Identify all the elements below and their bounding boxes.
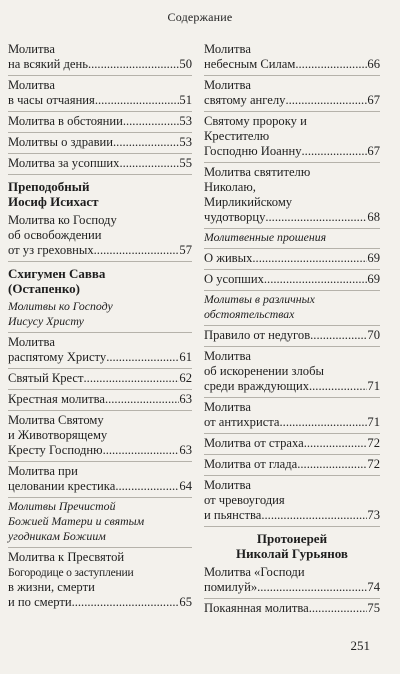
section-subheading	[204, 229, 380, 249]
entry-title: от чревоугодия	[204, 493, 285, 507]
entry-title: чудотворцу	[204, 210, 266, 224]
entry-title: О живых	[204, 251, 253, 265]
entry-title: на всякий день	[8, 57, 88, 71]
toc-entry[interactable]	[8, 76, 192, 112]
section-subheading	[8, 298, 192, 333]
subheading-line: Молитвы Пречистой	[8, 499, 116, 513]
entry-title: Молитва	[8, 78, 55, 92]
toc-entry[interactable]	[204, 163, 380, 229]
page-ref: 71	[367, 379, 380, 393]
author-line: Иосиф Исихаст	[8, 194, 99, 209]
entry-title: Богородице о заступлении	[8, 566, 134, 579]
page-ref: 53	[179, 135, 192, 149]
entry-title: целовании крестика	[8, 479, 116, 493]
entry-title: Молитва при	[8, 464, 78, 478]
page-ref: 53	[179, 114, 192, 128]
page-ref: 70	[367, 328, 380, 342]
entry-title: Крестителю	[204, 129, 270, 143]
entry-title: Святый Крест	[8, 371, 84, 385]
page-ref: 74	[367, 580, 380, 594]
toc-entry[interactable]	[8, 112, 192, 133]
toc-entry[interactable]	[204, 270, 380, 291]
page-ref: 73	[367, 508, 380, 522]
page-ref: 63	[179, 392, 192, 406]
author-heading	[8, 175, 192, 211]
entry-title: О усопших	[204, 272, 264, 286]
subheading-line: Иисусу Христу	[8, 314, 84, 328]
entry-title: Правило от недугов	[204, 328, 311, 342]
toc-entry[interactable]	[204, 76, 380, 112]
entry-title: небесным Силам	[204, 57, 296, 71]
entry-title: Николаю,	[204, 180, 256, 194]
toc-entry[interactable]	[8, 40, 192, 76]
entry-title: Крестная молитва	[8, 392, 105, 406]
entry-title: Святому пророку и	[204, 114, 307, 128]
entry-title: и по смерти	[8, 595, 72, 609]
author-line: (Остапенко)	[8, 281, 80, 296]
entry-title: в жизни, смерти	[8, 580, 95, 594]
entry-title: Молитва от глада	[204, 457, 298, 471]
toc-entry[interactable]	[8, 462, 192, 498]
entry-title: Молитвы о здравии	[8, 135, 114, 149]
section-subheading	[8, 498, 192, 548]
entry-title: Господню Иоанну	[204, 144, 302, 158]
page-ref: 69	[367, 272, 380, 286]
author-line: Николай Гурьянов	[236, 546, 348, 561]
entry-title: Молитва за усопших	[8, 156, 120, 170]
entry-title: Молитва святителю	[204, 165, 311, 179]
page-ref: 61	[179, 350, 192, 364]
author-heading	[204, 527, 380, 563]
entry-title: Молитва Святому	[8, 413, 104, 427]
page-ref: 75	[367, 601, 380, 615]
subheading-line: Молитвы в различных	[204, 292, 315, 306]
toc-column-left	[8, 40, 192, 613]
page-ref: 66	[367, 57, 380, 71]
toc-entry[interactable]	[8, 411, 192, 462]
entry-title: в часы отчаяния	[8, 93, 95, 107]
toc-entry[interactable]	[204, 326, 380, 347]
toc-entry[interactable]	[204, 112, 380, 163]
page-ref: 65	[179, 595, 192, 609]
author-line: Протоиерей	[256, 531, 328, 546]
toc-entry[interactable]	[204, 455, 380, 476]
page-ref: 71	[367, 415, 380, 429]
toc-entry[interactable]	[8, 133, 192, 154]
entry-title: Молитва ко Господу	[8, 213, 117, 227]
toc-entry[interactable]	[8, 211, 192, 262]
subheading-line: обстоятельствах	[204, 307, 295, 321]
entry-title: Молитва от страха	[204, 436, 304, 450]
entry-title: распятому Христу	[8, 350, 107, 364]
page-ref: 67	[367, 93, 380, 107]
toc-column-right	[204, 40, 380, 619]
subheading-line: Молитвы ко Господу	[8, 299, 113, 313]
entry-title: Молитва	[204, 78, 251, 92]
page-ref: 64	[179, 479, 192, 493]
subheading-line: Божией Матери и святым	[8, 514, 145, 528]
page-ref: 67	[367, 144, 380, 158]
entry-title: Молитва в обстоянии	[8, 114, 123, 128]
entry-title: Молитва «Господи	[204, 565, 305, 579]
toc-entry[interactable]	[204, 563, 380, 599]
entry-title: от антихриста	[204, 415, 280, 429]
entry-title: Молитва	[204, 349, 251, 363]
entry-title: об освобождении	[8, 228, 102, 242]
toc-entry[interactable]	[204, 398, 380, 434]
entry-title: и Животворящему	[8, 428, 108, 442]
entry-title: среди враждующих	[204, 379, 309, 393]
toc-entry[interactable]	[204, 434, 380, 455]
author-line: Схигумен Савва	[8, 266, 106, 281]
page-ref: 50	[179, 57, 192, 71]
page-ref: 62	[179, 371, 192, 385]
author-heading	[8, 262, 192, 298]
toc-entry[interactable]	[8, 333, 192, 369]
page-ref: 69	[367, 251, 380, 265]
entry-title: об искоренении злобы	[204, 364, 324, 378]
toc-entry[interactable]	[204, 40, 380, 76]
page-ref: 68	[367, 210, 380, 224]
toc-entry[interactable]	[204, 249, 380, 270]
entry-title: Молитва	[204, 478, 251, 492]
entry-title: помилуй»	[204, 580, 258, 594]
page-number: 251	[350, 638, 370, 653]
entry-title: святому ангелу	[204, 93, 286, 107]
entry-title: Покаянная молитва	[204, 601, 309, 615]
author-line: Преподобный	[8, 179, 90, 194]
page-ref: 72	[367, 457, 380, 471]
entry-title: Молитва	[8, 335, 55, 349]
subheading-line: угодникам Божиим	[8, 529, 106, 543]
entry-title: Молитва	[204, 42, 251, 56]
entry-title: Кресту Господню	[8, 443, 103, 457]
entry-title: Молитва	[204, 400, 251, 414]
subheading-line: Молитвенные прошения	[204, 230, 327, 244]
toc-entry[interactable]	[204, 347, 380, 398]
entry-title: Мирликийскому	[204, 195, 293, 209]
page-ref: 63	[179, 443, 192, 457]
entry-title: от уз греховных	[8, 243, 94, 257]
entry-title: и пьянства	[204, 508, 262, 522]
page-title: Содержание	[167, 10, 233, 24]
toc-entry[interactable]	[204, 599, 380, 619]
toc-entry[interactable]	[8, 390, 192, 411]
toc-entry[interactable]	[8, 548, 192, 613]
toc-entry[interactable]	[8, 154, 192, 175]
page-ref: 57	[179, 243, 192, 257]
entry-title: Молитва	[8, 42, 55, 56]
page-ref: 72	[367, 436, 380, 450]
toc-entry[interactable]	[204, 476, 380, 527]
page-ref: 51	[179, 93, 192, 107]
toc-entry[interactable]	[8, 369, 192, 390]
page-ref: 55	[179, 156, 192, 170]
section-subheading	[204, 291, 380, 326]
entry-title: Молитва к Пресвятой	[8, 550, 125, 564]
